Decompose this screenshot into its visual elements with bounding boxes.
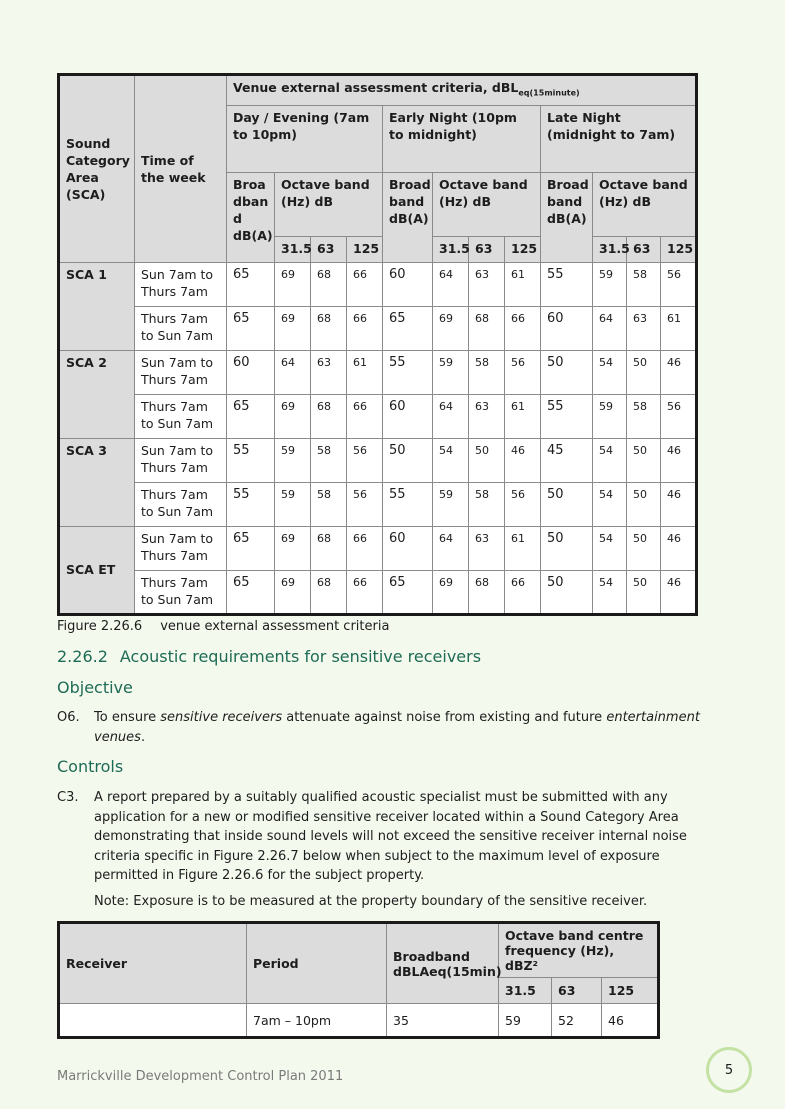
octave-value: 56 [505, 350, 541, 394]
octave-value: 63 [627, 306, 661, 350]
control-c3 [57, 788, 727, 886]
octave-value: 69 [275, 306, 311, 350]
receiver-cell [59, 1004, 247, 1038]
octave-value: 56 [505, 482, 541, 526]
octave-value: 59 [593, 394, 627, 438]
octave-value: 59 [593, 262, 627, 306]
octave-value: 59 [275, 438, 311, 482]
broadband-value: 65 [383, 570, 433, 614]
octave-value: 66 [505, 570, 541, 614]
octave-value: 61 [347, 350, 383, 394]
controls-heading: Controls [57, 757, 124, 776]
time-cell: Thurs 7am to Sun 7am [135, 394, 227, 438]
period-cell: 7am – 10pm [247, 1004, 387, 1038]
time-cell: Sun 7am to Thurs 7am [135, 262, 227, 306]
octave-value: 50 [627, 438, 661, 482]
octave-value: 64 [433, 394, 469, 438]
octave-value: 58 [469, 350, 505, 394]
objective-heading: Objective [57, 678, 133, 697]
broadband-value: 65 [227, 306, 275, 350]
time-header: Time of the week [135, 75, 227, 263]
freq-header: 63 [552, 978, 602, 1004]
octave-value: 54 [593, 570, 627, 614]
octave-value: 56 [661, 262, 697, 306]
octave-value: 68 [311, 394, 347, 438]
broadband-value: 55 [541, 262, 593, 306]
sca-cell: SCA 1 [59, 262, 135, 350]
period-day-evening: Day / Evening (7am to 10pm) [227, 105, 383, 172]
octave-value: 66 [347, 394, 383, 438]
freq-header: 125 [347, 236, 383, 262]
broadband-header-early: Broad band dB(A) [383, 172, 433, 262]
octave-value: 63 [469, 526, 505, 570]
control-code: C3. [57, 790, 79, 805]
broadband-value: 55 [383, 482, 433, 526]
sca-header: Sound Category Area (SCA) [59, 75, 135, 263]
figure-number: Figure 2.26.6 [57, 619, 143, 634]
broadband-value: 65 [227, 262, 275, 306]
objective-text: To ensure sensitive receivers attenuate against noise from existing and future entertainment venues. [94, 710, 700, 745]
octave-value: 68 [311, 526, 347, 570]
octave-value: 50 [627, 570, 661, 614]
octave-value: 66 [347, 570, 383, 614]
period-early-night: Early Night (10pm to midnight) [383, 105, 541, 172]
broadband-value: 50 [541, 570, 593, 614]
octave-value: 46 [661, 526, 697, 570]
venue-criteria-table [57, 73, 698, 616]
octave-value: 68 [311, 306, 347, 350]
octave-value: 56 [661, 394, 697, 438]
octave-value: 64 [275, 350, 311, 394]
octave-value: 46 [661, 570, 697, 614]
octave-value: 68 [469, 570, 505, 614]
octave-value: 66 [347, 526, 383, 570]
section-number: 2.26.2 [57, 647, 108, 666]
table-row [59, 438, 697, 482]
octave-value: 54 [593, 438, 627, 482]
time-cell: Sun 7am to Thurs 7am [135, 350, 227, 394]
octave-value: 63 [469, 394, 505, 438]
octave-value: 69 [275, 570, 311, 614]
time-cell: Thurs 7am to Sun 7am [135, 570, 227, 614]
broadband-value: 60 [383, 394, 433, 438]
broadband-value: 55 [227, 482, 275, 526]
octave-value: 66 [347, 306, 383, 350]
freq-cell: 46 [602, 1004, 659, 1038]
octave-header-day: Octave band (Hz) dB [275, 172, 383, 236]
octave-value: 59 [275, 482, 311, 526]
table-row [59, 570, 697, 614]
octave-value: 56 [347, 482, 383, 526]
octave-header-early: Octave band (Hz) dB [433, 172, 541, 236]
broadband-value: 50 [541, 526, 593, 570]
broadband-header-late: Broad band dB(A) [541, 172, 593, 262]
table-row [59, 306, 697, 350]
octave-value: 56 [347, 438, 383, 482]
octave-value: 58 [627, 394, 661, 438]
broadband-value: 65 [383, 306, 433, 350]
receiver-criteria-table [57, 921, 660, 1039]
broadband-value: 65 [227, 394, 275, 438]
octave-value: 66 [505, 306, 541, 350]
broadband-value: 60 [383, 262, 433, 306]
table-row [59, 482, 697, 526]
table-row [59, 1004, 659, 1038]
octave-value: 50 [627, 350, 661, 394]
octave-value: 46 [505, 438, 541, 482]
octave-value: 50 [469, 438, 505, 482]
objective-o6 [57, 708, 727, 747]
octave-value: 63 [469, 262, 505, 306]
broadband-value: 65 [227, 570, 275, 614]
octave-value: 68 [311, 262, 347, 306]
octave-value: 64 [433, 262, 469, 306]
octave-value: 69 [275, 526, 311, 570]
octave-value: 66 [347, 262, 383, 306]
octave-value: 68 [469, 306, 505, 350]
octave-value: 69 [433, 306, 469, 350]
sca-cell: SCA 3 [59, 438, 135, 526]
octave-value: 69 [275, 394, 311, 438]
octave-value: 64 [593, 306, 627, 350]
period-header: Period [247, 923, 387, 1004]
octave-value: 54 [593, 482, 627, 526]
criteria-title: Venue external assessment criteria, dBL$_{eq(15minute)}$ [227, 75, 697, 106]
objective-code: O6. [57, 710, 80, 725]
octave-value: 46 [661, 438, 697, 482]
freq-header: 31.5 [275, 236, 311, 262]
broadband-value: 45 [541, 438, 593, 482]
octave-value: 61 [661, 306, 697, 350]
broadband-header-day: Broa dban d dB(A) [227, 172, 275, 262]
broadband-cell: 35 [387, 1004, 499, 1038]
octave-value: 54 [593, 526, 627, 570]
page-number: 5 [706, 1047, 752, 1093]
octave-value: 64 [433, 526, 469, 570]
section-heading [57, 647, 481, 666]
criteria-body [59, 262, 697, 614]
octave-value: 58 [627, 262, 661, 306]
octave-value: 58 [311, 438, 347, 482]
freq-header: 125 [661, 236, 697, 262]
octave-value: 54 [593, 350, 627, 394]
octave-centre-header: Octave band centre frequency (Hz), dBZ² [499, 923, 659, 978]
octave-value: 50 [627, 526, 661, 570]
time-cell: Thurs 7am to Sun 7am [135, 482, 227, 526]
broadband-value: 65 [227, 526, 275, 570]
broadband-value: 55 [383, 350, 433, 394]
freq-header: 63 [469, 236, 505, 262]
broadband-header: Broadband dBLAeq(15min) [387, 923, 499, 1004]
control-note: Note: Exposure is to be measured at the property boundary of the sensitive receiver. [94, 894, 648, 909]
period-late-night: Late Night (midnight to 7am) [541, 105, 697, 172]
broadband-value: 50 [541, 482, 593, 526]
broadband-value: 60 [541, 306, 593, 350]
table-row [59, 394, 697, 438]
freq-cell: 52 [552, 1004, 602, 1038]
broadband-value: 60 [227, 350, 275, 394]
footer-title: Marrickville Development Control Plan 2011 [57, 1069, 344, 1084]
octave-value: 61 [505, 262, 541, 306]
sca-cell: SCA ET [59, 526, 135, 614]
octave-value: 46 [661, 482, 697, 526]
octave-value: 61 [505, 526, 541, 570]
figure-caption [57, 619, 389, 634]
table-row [59, 350, 697, 394]
freq-header: 63 [627, 236, 661, 262]
freq-header: 31.5 [433, 236, 469, 262]
table-row [59, 526, 697, 570]
octave-value: 50 [627, 482, 661, 526]
freq-header: 31.5 [593, 236, 627, 262]
octave-value: 63 [311, 350, 347, 394]
broadband-value: 50 [383, 438, 433, 482]
time-cell: Sun 7am to Thurs 7am [135, 526, 227, 570]
octave-value: 54 [433, 438, 469, 482]
octave-value: 68 [311, 570, 347, 614]
freq-cell: 59 [499, 1004, 552, 1038]
octave-value: 59 [433, 350, 469, 394]
freq-header: 125 [602, 978, 659, 1004]
time-cell: Thurs 7am to Sun 7am [135, 306, 227, 350]
sca-cell: SCA 2 [59, 350, 135, 438]
broadband-value: 60 [383, 526, 433, 570]
octave-value: 61 [505, 394, 541, 438]
broadband-value: 50 [541, 350, 593, 394]
figure-caption-text: venue external assessment criteria [160, 619, 390, 634]
freq-header: 63 [311, 236, 347, 262]
table-row [59, 262, 697, 306]
receiver-header: Receiver [59, 923, 247, 1004]
control-text: A report prepared by a suitably qualified acoustic specialist must be submitted with any application for a new or modified sensitive receiver located within a Sound Category Area demonstrating that inside sound levels will not exceed the sensitive receiver internal noise criteria specific in Figure 2.26.7 below when subject to the maximum level of exposure permitted in Figure 2.26.6 for the subject property. [94, 790, 687, 883]
broadband-value: 55 [541, 394, 593, 438]
octave-value: 58 [469, 482, 505, 526]
octave-value: 58 [311, 482, 347, 526]
freq-header: 31.5 [499, 978, 552, 1004]
octave-value: 69 [275, 262, 311, 306]
octave-value: 69 [433, 570, 469, 614]
octave-value: 59 [433, 482, 469, 526]
section-title: Acoustic requirements for sensitive receivers [119, 647, 482, 666]
broadband-value: 55 [227, 438, 275, 482]
time-cell: Sun 7am to Thurs 7am [135, 438, 227, 482]
octave-header-late: Octave band (Hz) dB [593, 172, 697, 236]
octave-value: 46 [661, 350, 697, 394]
freq-header: 125 [505, 236, 541, 262]
